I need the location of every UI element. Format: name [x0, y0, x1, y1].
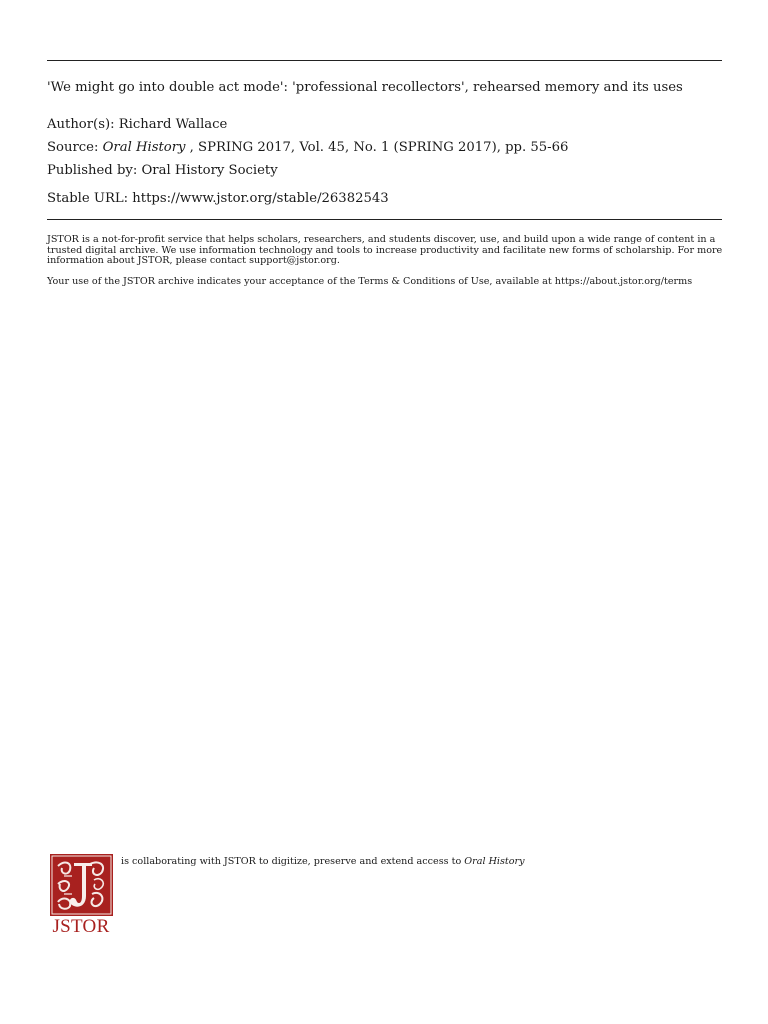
- article-title-text: 'We might go into double act mode': 'professional recollectors', rehearsed memory and its uses: [47, 80, 683, 95]
- jstor-notice-paragraph: JSTOR is a not-for-profit service that helps scholars, researchers, and students discover, use, and build upon a wide range of content in a trusted digital archive. We use information technology and tools to increase productivity and facilitate new forms of scholarship. For more information about JSTOR, please contact support@jstor.org.: [47, 234, 723, 266]
- middle-divider: [47, 219, 722, 220]
- collaboration-journal: Oral History: [464, 856, 525, 867]
- source-line: [47, 141, 722, 155]
- publisher-line: [47, 164, 722, 178]
- article-title: [47, 81, 722, 95]
- author-line: [47, 118, 722, 132]
- publisher-label: Published by:: [47, 163, 142, 178]
- stable-url-line: [47, 192, 722, 206]
- journal-name: Oral History: [102, 140, 186, 155]
- author-label: Author(s):: [47, 117, 119, 132]
- stable-url-label: Stable URL:: [47, 191, 133, 206]
- jstor-emblem-icon: [50, 854, 113, 916]
- terms-notice-paragraph: Your use of the JSTOR archive indicates your acceptance of the Terms & Conditions of Use, available at https://about.jstor.org/terms: [47, 276, 693, 287]
- publisher-name: Oral History Society: [141, 163, 278, 178]
- collaboration-statement: [121, 856, 525, 867]
- source-details: , SPRING 2017, Vol. 45, No. 1 (SPRING 2017), pp. 55-66: [185, 140, 569, 155]
- source-label: Source:: [47, 140, 103, 155]
- top-divider: [47, 60, 722, 61]
- jstor-logo-mark-icon: [50, 854, 113, 916]
- jstor-logo-wordmark: JSTOR: [52, 916, 110, 937]
- stable-url-link[interactable]: https://www.jstor.org/stable/26382543: [132, 191, 389, 206]
- jstor-logo: [47, 854, 115, 936]
- collaboration-text: is collaborating with JSTOR to digitize, preserve and extend access to: [121, 856, 465, 867]
- author-name: Richard Wallace: [118, 117, 228, 132]
